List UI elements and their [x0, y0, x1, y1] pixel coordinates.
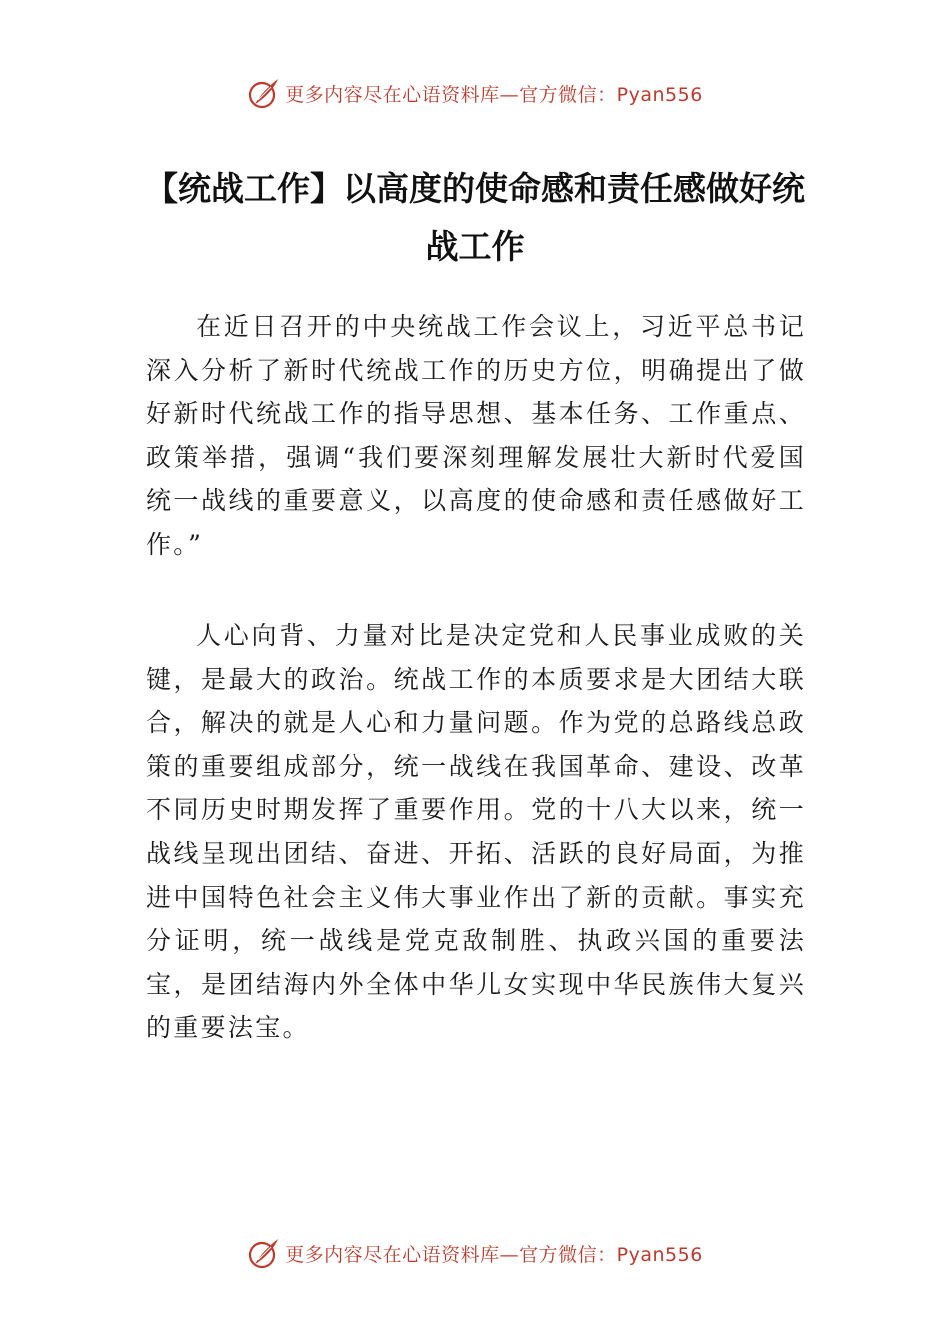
paragraph-2: 人心向背、力量对比是决定党和人民事业成败的关键，是最大的政治。统战工作的本质要求是大团结大联合，解决的就是人心和力量问题。作为党的总路线总政策的重要组成部分，统一战线在我国革命、建设、改革不同历史时期发挥了重要作用。党的十八大以来，统一战线呈现出团结、奋进、开拓、活跃的良好局面，为推进中国特色社会主义伟大事业作出了新的贡献。事实充分证明，统一战线是党克敌制胜、执政兴国的重要法宝，是团结海内外全体中华儿女实现中华民族伟大复兴的重要法宝。: [146, 621, 806, 1043]
banner-text: 更多内容尽在心语资料库—官方微信：Pyan556: [285, 83, 703, 106]
wechat-id: Pyan556: [616, 83, 703, 106]
document-title: 【统战工作】以高度的使命感和责任感做好统战工作: [145, 169, 805, 266]
header-banner: [0, 73, 950, 113]
banner-text: 更多内容尽在心语资料库—官方微信：Pyan556: [285, 1243, 703, 1266]
footer-banner: [0, 1233, 950, 1273]
quill-logo-icon: [247, 76, 281, 110]
quill-logo-icon: [247, 1236, 281, 1270]
paragraph-1: 在近日召开的中央统战工作会议上，习近平总书记深入分析了新时代统战工作的历史方位，明确提出了做好新时代统战工作的指导思想、基本任务、工作重点、政策举措，强调“我们要深刻理解发展壮大新时代爱国统一战线的重要意义，以高度的使命感和责任感做好工作。”: [146, 312, 806, 559]
wechat-id: Pyan556: [616, 1243, 703, 1266]
